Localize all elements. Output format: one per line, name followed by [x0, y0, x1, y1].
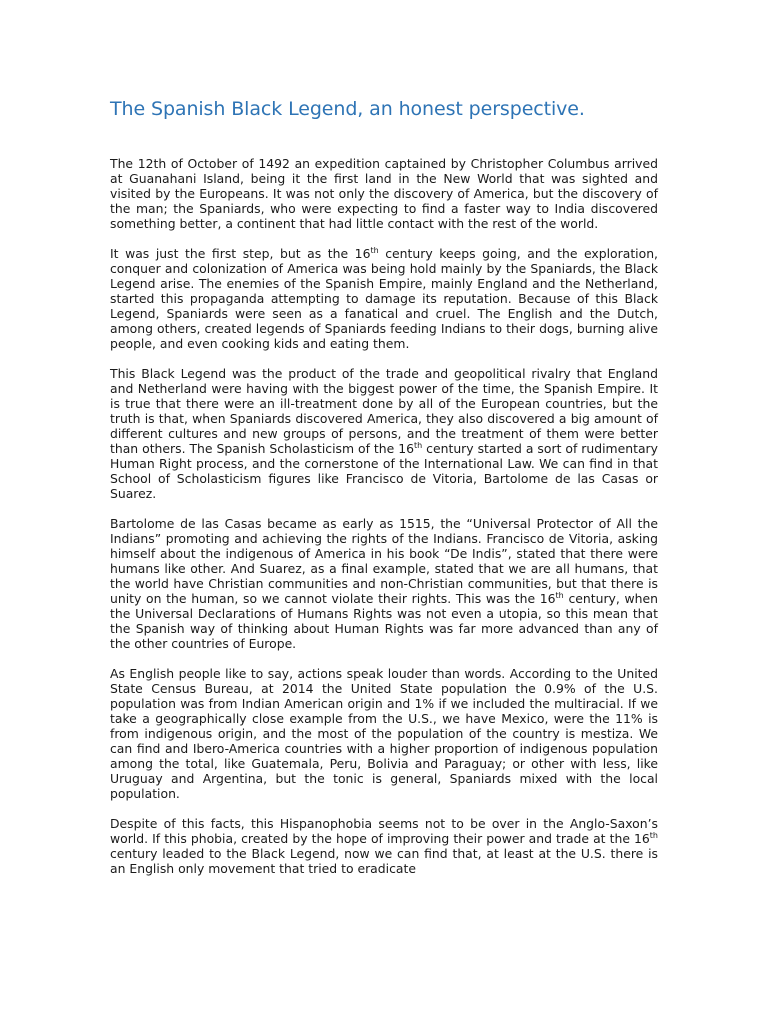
- paragraph-4-text-a: Bartolome de las Casas became as early as 1515, the “Universal Protector of All the Indians” promoting and achieving the rights of the Indians. Francisco de Vitoria, asking himself about the indigenous of America in his book “De Indis”, stated that there were humans like other. And Suarez, as a final example, stated that we are all humans, that the world have Christian communities and non-Christian communities, but that there is unity on the human, so we cannot violate their rights. This was the 16: [110, 516, 658, 606]
- paragraph-3-text-a: This Black Legend was the product of the trade and geopolitical rivalry that England and Netherland were having with the biggest power of the time, the Spanish Empire. It is true that there were an ill-treatment done by all of the European countries, but the truth is that, when Spaniards discovered America, they also discovered a big amount of different cultures and new groups of persons, and the treatment of them were better than others. The Spanish Scholasticism of the 16: [110, 366, 658, 456]
- document-title: The Spanish Black Legend, an honest perspective.: [110, 98, 585, 120]
- paragraph-3: [110, 366, 658, 501]
- document-page: [110, 98, 658, 891]
- ordinal-suffix: th: [414, 440, 423, 450]
- paragraph-3-text-b: century started a sort of rudimentary Human Right process, and the cornerstone of the International Law. We can find in that School of Scholasticism figures like Francisco de Vitoria, Bartolome de las Casas or Suarez.: [110, 441, 658, 501]
- paragraph-6: [110, 816, 658, 876]
- paragraph-2-text-b: century keeps going, and the exploration, conquer and colonization of America was being hold mainly by the Spaniards, the Black Legend arise. The enemies of the Spanish Empire, mainly England and the Netherland, started this propaganda attempting to damage its reputation. Because of this Black Legend, Spaniards were seen as a fanatical and cruel. The English and the Dutch, among others, created legends of Spaniards feeding Indians to their dogs, burning alive people, and even cooking kids and eating them.: [110, 246, 658, 351]
- paragraph-2: [110, 246, 658, 351]
- paragraph-5: [110, 666, 658, 801]
- ordinal-suffix: th: [649, 830, 658, 840]
- paragraph-1-text: The 12th of October of 1492 an expedition captained by Christopher Columbus arrived at Guanahani Island, being it the first land in the New World that was sighted and visited by the Europeans. It was not only the discovery of America, but the discovery of the man; the Spaniards, who were expecting to find a faster way to India discovered something better, a continent that had little contact with the rest of the world.: [110, 156, 658, 231]
- paragraph-2-text-a: It was just the first step, but as the 16: [110, 246, 371, 261]
- ordinal-suffix: th: [370, 245, 379, 255]
- paragraph-6-text-a: Despite of this facts, this Hispanophobia seems not to be over in the Anglo-Saxon’s world. If this phobia, created by the hope of improving their power and trade at the 16: [110, 816, 658, 846]
- paragraph-1: [110, 156, 658, 231]
- paragraph-6-text-b: century leaded to the Black Legend, now we can find that, at least at the U.S. there is an English only movement that tried to eradicate: [110, 846, 658, 876]
- paragraph-4: [110, 516, 658, 651]
- ordinal-suffix: th: [555, 590, 564, 600]
- paragraph-4-text-b: century, when the Universal Declarations of Humans Rights was not even a utopia, so this mean that the Spanish way of thinking about Human Rights was far more advanced than any of the other countries of Europe.: [110, 591, 658, 651]
- paragraph-5-text: As English people like to say, actions speak louder than words. According to the United State Census Bureau, at 2014 the United State population the 0.9% of the U.S. population was from Indian American origin and 1% if we included the multiracial. If we take a geographically close example from the U.S., we have Mexico, were the 11% is from indigenous origin, and the most of the population of the country is mestiza. We can find and Ibero-America countries with a higher proportion of indigenous population among the total, like Guatemala, Peru, Bolivia and Paraguay; or other with less, like Uruguay and Argentina, but the tonic is general, Spaniards mixed with the local population.: [110, 666, 658, 801]
